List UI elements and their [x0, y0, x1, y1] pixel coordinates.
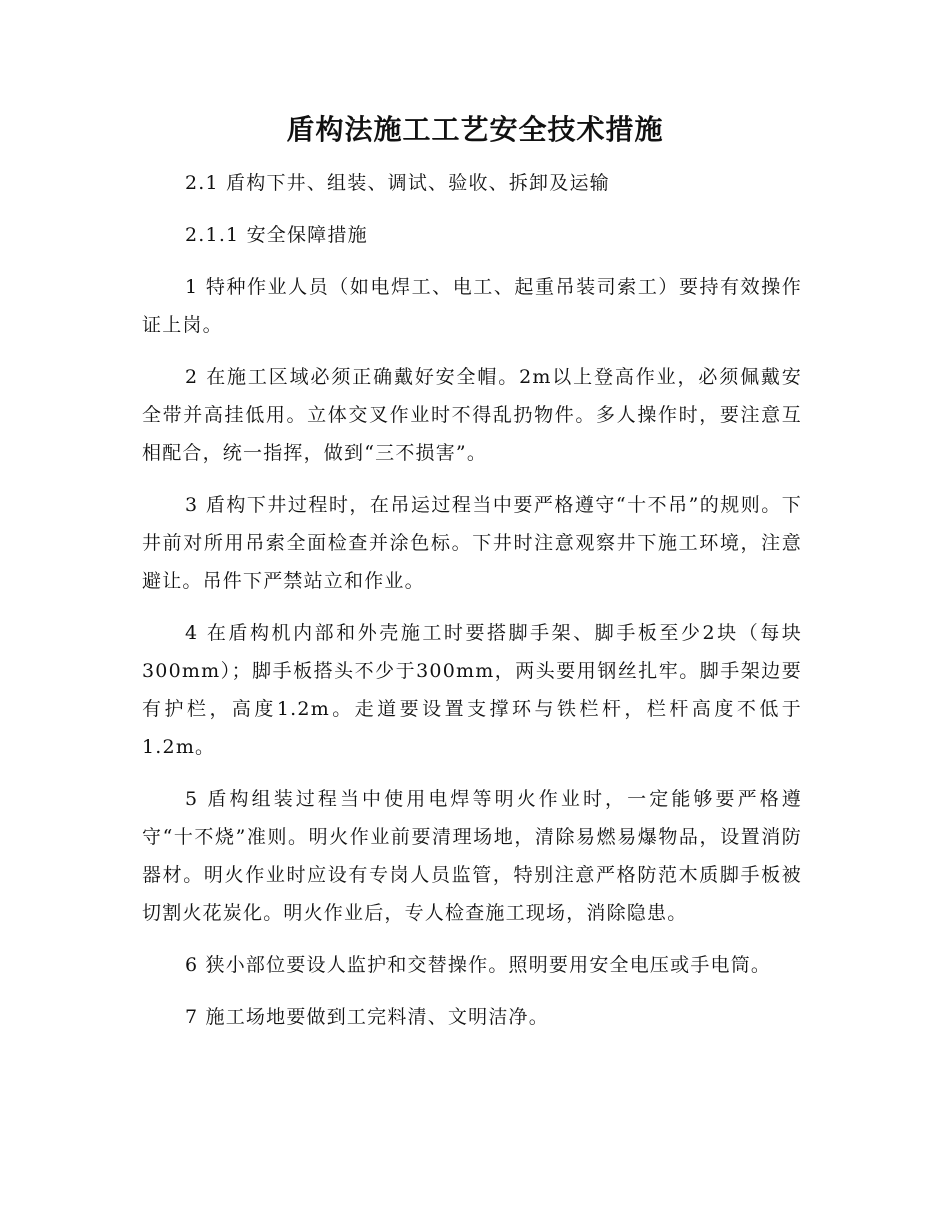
- paragraph-item-4: 4 在盾构机内部和外壳施工时要搭脚手架、脚手板至少2块（每块300mm）；脚手板搭头不少于300mm，两头要用钢丝扎牢。脚手架边要有护栏，高度1.2m。走道要设置支撑环与铁栏杆，栏杆高度不低于1.2m。: [142, 622, 802, 758]
- paragraph-item-3: 3 盾构下井过程时，在吊运过程当中要严格遵守“十不吊”的规则。下井前对所用吊索全面检查并涂色标。下井时注意观察井下施工环境，注意避让。吊件下严禁站立和作业。: [142, 494, 802, 592]
- paragraph-item-1: 1 特种作业人员（如电焊工、电工、起重吊装司索工）要持有效操作证上岗。: [142, 276, 802, 336]
- section-heading-2-1: 2.1 盾构下井、组装、调试、验收、拆卸及运输: [185, 172, 610, 194]
- paragraph-item-7: 7 施工场地要做到工完料清、文明洁净。: [185, 1006, 549, 1028]
- document-body: [142, 164, 802, 1050]
- paragraph-item-2: 2 在施工区域必须正确戴好安全帽。2m以上登高作业，必须佩戴安全带并高挂低用。立体交叉作业时不得乱扔物件。多人操作时，要注意互相配合，统一指挥，做到“三不损害”。: [142, 366, 802, 464]
- paragraph-item-5: 5 盾构组装过程当中使用电焊等明火作业时，一定能够要严格遵守“十不烧”准则。明火作业前要清理场地，清除易燃易爆物品，设置消防器材。明火作业时应设有专岗人员监管，特别注意严格防范木质脚手板被切割火花炭化。明火作业后，专人检查施工现场，消除隐患。: [142, 788, 802, 924]
- page-title: 盾构法施工工艺安全技术措施: [286, 113, 664, 146]
- paragraph-item-6: 6 狭小部位要设人监护和交替操作。照明要用安全电压或手电筒。: [185, 954, 772, 976]
- section-heading-2-1-1: 2.1.1 安全保障措施: [185, 224, 368, 246]
